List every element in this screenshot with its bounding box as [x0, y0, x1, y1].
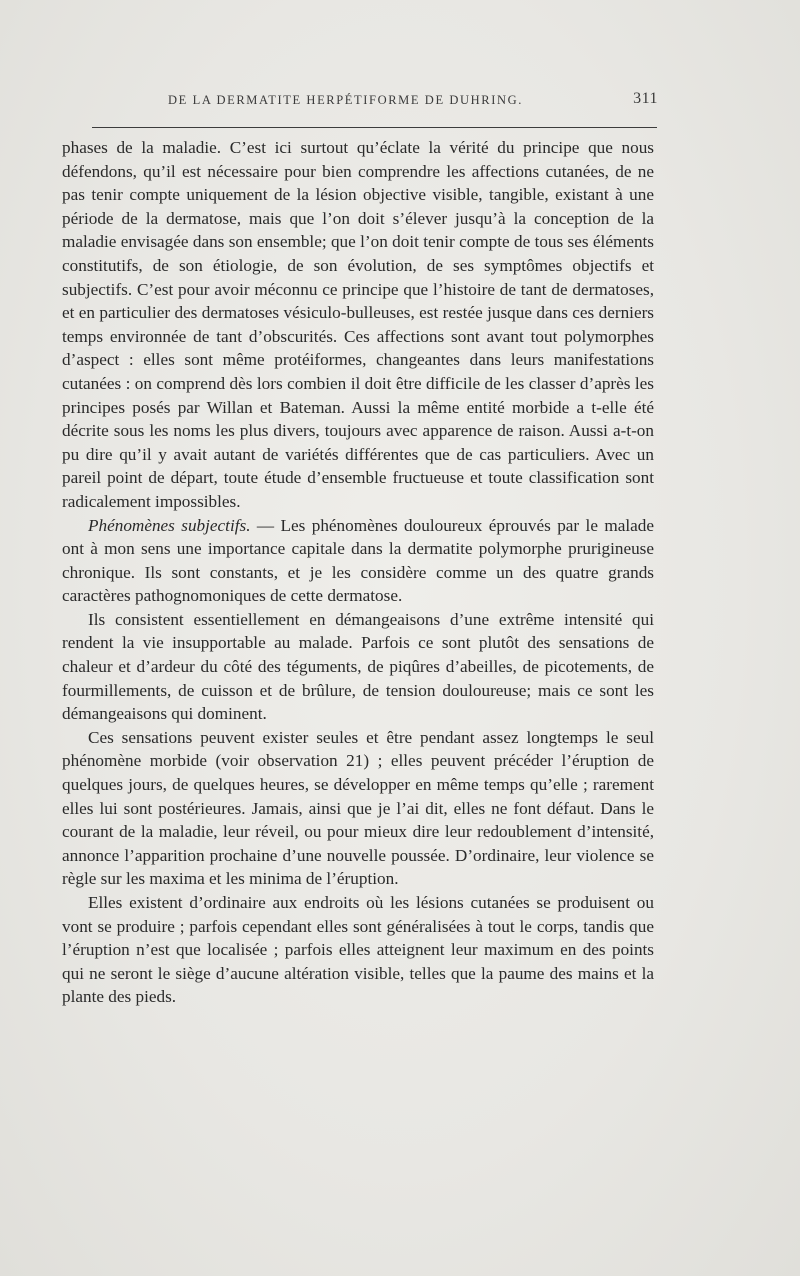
header-rule: [92, 127, 657, 128]
paragraph-3: Ils consistent essentiellement en démangeaisons d’une extrême intensité qui rendent la vie insupportable au malade. Parfois ce sont plutôt des sensations de chaleur et d’ardeur du côté des téguments, de piqûres d’abeilles, de picotements, de fourmillements, de cuisson et de brûlure, de tension douloureuse; mais ce sont les démangeaisons qui dominent.: [62, 609, 654, 724]
paragraph-2-text: — Les phénomènes douloureux éprouvés par le malade ont à mon sens une importance capitale dans la dermatite polymorphe prurigineuse chronique. Ils sont constants, et je les considère comme un des quatre grands caractères pathognomoniques de cette dermatose.: [62, 515, 654, 606]
running-head: [168, 90, 658, 110]
section-heading-subjective-phenomena: Phénomènes subjectifs.: [88, 515, 251, 535]
body-text: [62, 136, 654, 1009]
paragraph-1: phases de la maladie. C’est ici surtout qu’éclate la vérité du principe que nous défendons, qu’il est nécessaire pour bien comprendre les affections cutanées, de ne pas tenir compte uniquement de la lésion objective visible, tangible, existant à une période de la dermatose, mais que l’on doit s’élever jusqu’à la conception de la maladie envisagée dans son ensemble; que l’on doit tenir compte de tous ses éléments constitutifs, de son étiologie, de son évolution, de ses symptômes objectifs et subjectifs. C’est pour avoir méconnu ce principe que l’histoire de tant de dermatoses, et en particulier des dermatoses vésiculo-bulleuses, est restée jusque dans ces derniers temps environnée de tant d’obscurités. Ces affections sont avant tout polymorphes d’aspect : elles sont même protéiformes, changeantes dans leurs manifestations cutanées : on comprend dès lors combien il doit être difficile de les classer d’après les principes posés par Willan et Bateman. Aussi la même entité morbide a t-elle été décrite sous les noms les plus divers, toujours avec apparence de raison. Aussi a-t-on pu dire qu’il y avait autant de variétés différentes que de cas particuliers. Avec un pareil point de départ, toute étude d’ensemble fructueuse et toute classification sont radicalement impossibles.: [62, 138, 654, 511]
paragraph-4: Ces sensations peuvent exister seules et être pendant assez longtemps le seul phénomène morbide (voir observation 21) ; elles peuvent précéder l’éruption de quelques jours, de quelques heures, se développer en même temps qu’elle ; rarement elles lui sont postérieures. Jamais, ainsi que je l’ai dit, elles ne font défaut. Dans le courant de la maladie, leur réveil, ou pour mieux dire leur redoublement d’intensité, annonce l’apparition prochaine d’une nouvelle poussée. D’ordinaire, leur violence se règle sur les maxima et les minima de l’éruption.: [62, 727, 654, 889]
paragraph-2: [62, 514, 654, 608]
page-number: 311: [633, 90, 658, 107]
paragraph-5: Elles existent d’ordinaire aux endroits où les lésions cutanées se produisent ou vont se produire ; parfois cependant elles sont généralisées à tout le corps, tandis que l’éruption n’est que localisée ; parfois elles atteignent leur maximum en des points qui ne seront le siège d’aucune altération visible, telles que la paume des mains et la plante des pieds.: [62, 893, 654, 1007]
running-title: DE LA DERMATITE HERPÉTIFORME DE DUHRING.: [168, 93, 523, 107]
